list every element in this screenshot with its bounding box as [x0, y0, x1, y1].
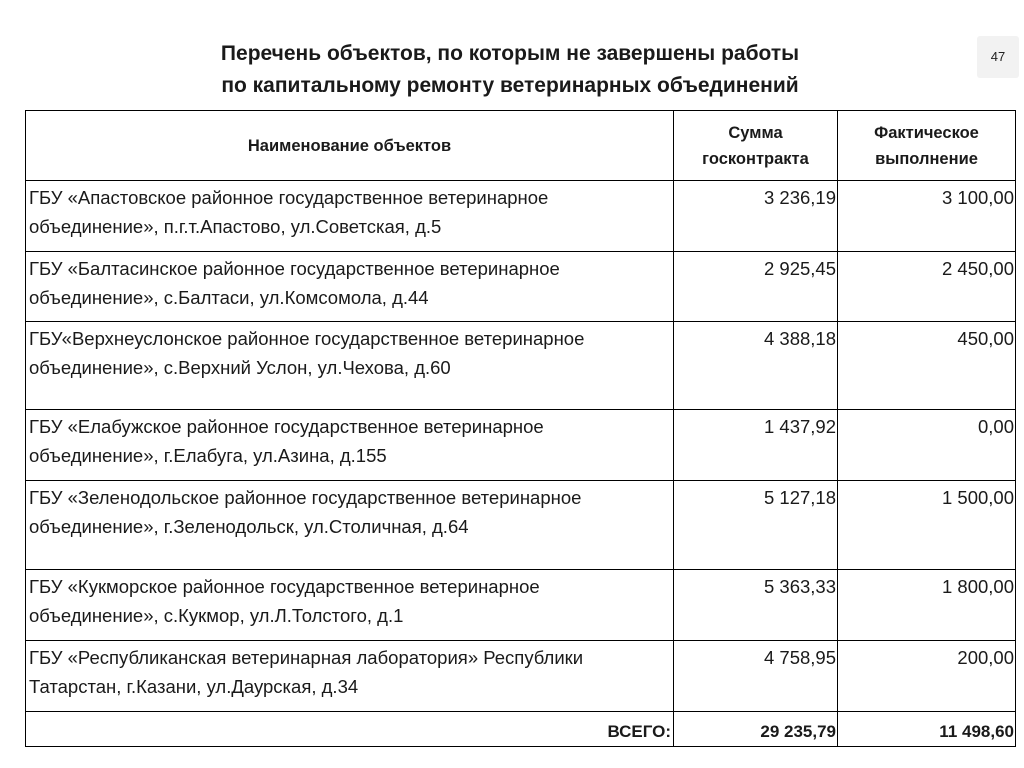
object-name: ГБУ «Республиканская ветеринарная лаборатория» Республики Татарстан, г.Казани, ул.Даурская, д.34 [26, 641, 674, 712]
page-number: 47 [977, 36, 1019, 78]
objects-table [25, 110, 1016, 747]
object-name: ГБУ «Елабужское районное государственное ветеринарное объединение», г.Елабуга, ул.Азина, д.155 [26, 410, 674, 481]
object-name: ГБУ «Апастовское районное государственное ветеринарное объединение», п.г.т.Апастово, ул.Советская, д.5 [26, 181, 674, 252]
contract-amount: 1 437,92 [674, 410, 838, 481]
table-row [26, 410, 1016, 481]
actual-amount: 0,00 [838, 410, 1016, 481]
contract-amount: 5 127,18 [674, 481, 838, 570]
table-header-row [26, 111, 1016, 181]
actual-amount: 1 500,00 [838, 481, 1016, 570]
contract-amount: 4 758,95 [674, 641, 838, 712]
title-line-1: Перечень объектов, по которым не завершены работы [220, 42, 800, 65]
page-title [100, 38, 920, 102]
table-row [26, 570, 1016, 641]
table-row [26, 481, 1016, 570]
actual-amount: 2 450,00 [838, 252, 1016, 322]
column-header-name: Наименование объектов [26, 111, 674, 181]
contract-amount: 4 388,18 [674, 322, 838, 410]
total-row [26, 712, 1016, 747]
table-row [26, 322, 1016, 410]
object-name: ГБУ «Зеленодольское районное государственное ветеринарное объединение», г.Зеленодольск, ул.Столичная, д.64 [26, 481, 674, 570]
total-actual-amount: 11 498,60 [838, 712, 1016, 747]
contract-amount: 3 236,19 [674, 181, 838, 252]
table-row [26, 181, 1016, 252]
object-name: ГБУ «Кукморское районное государственное ветеринарное объединение», с.Кукмор, ул.Л.Толстого, д.1 [26, 570, 674, 641]
column-header-contract: Сумма госконтракта [674, 111, 838, 181]
object-name: ГБУ «Балтасинское районное государственное ветеринарное объединение», с.Балтаси, ул.Комсомола, д.44 [26, 252, 674, 322]
table-row [26, 641, 1016, 712]
total-contract-amount: 29 235,79 [674, 712, 838, 747]
contract-amount: 5 363,33 [674, 570, 838, 641]
actual-amount: 3 100,00 [838, 181, 1016, 252]
actual-amount: 1 800,00 [838, 570, 1016, 641]
actual-amount: 200,00 [838, 641, 1016, 712]
column-header-actual: Фактическое выполнение [838, 111, 1016, 181]
total-label: ВСЕГО: [26, 712, 674, 747]
actual-amount: 450,00 [838, 322, 1016, 410]
object-name: ГБУ«Верхнеуслонское районное государственное ветеринарное объединение», с.Верхний Услон, ул.Чехова, д.60 [26, 322, 674, 410]
title-line-2: по капитальному ремонту ветеринарных объединений [221, 74, 799, 97]
table-row [26, 252, 1016, 322]
contract-amount: 2 925,45 [674, 252, 838, 322]
